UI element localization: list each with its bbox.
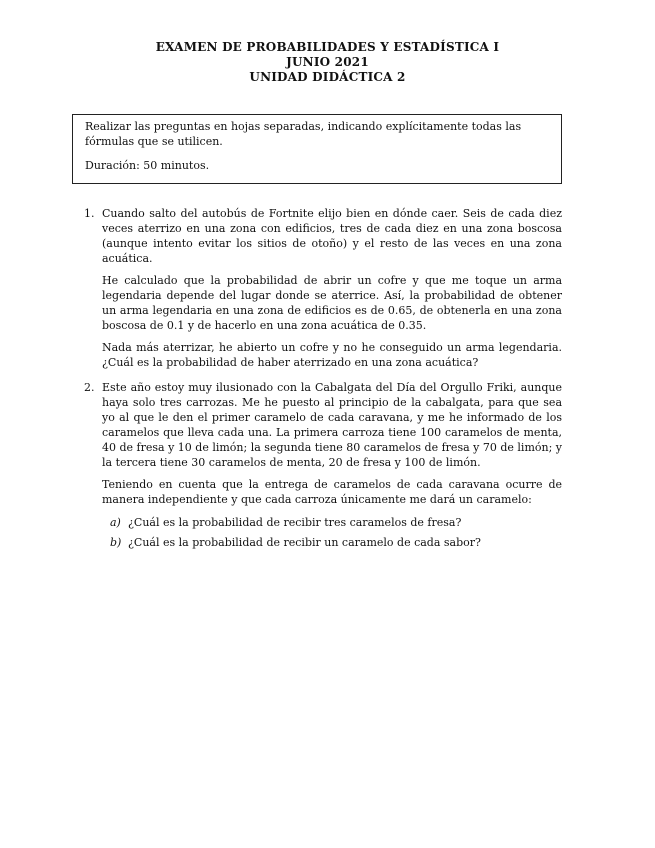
subitem-a — [110, 515, 562, 530]
problem-paragraph: Este año estoy muy ilusionado con la Cabalgata del Día del Orgullo Friki, aunque haya solo tres carrozas. Me he puesto al principio de la cabalgata, para que sea yo al que le den el primer caramelo de cada caravana, y me he informado de los caramelos que lleva cada una. La primera carroza tiene 100 caramelos de menta, 40 de fresa y 10 de limón; la segunda tiene 80 caramelos de fresa y 70 de limón; y la tercera tiene 30 caramelos de menta, 20 de fresa y 100 de limón. — [102, 381, 562, 469]
subitem-text: ¿Cuál es la probabilidad de recibir tres caramelos de fresa? — [128, 516, 462, 529]
subitem-b — [110, 535, 562, 550]
subitem-label: a) — [110, 516, 121, 529]
subitem-list — [102, 515, 562, 550]
exam-unit: UNIDAD DIDÁCTICA 2 — [249, 70, 406, 84]
duration-text: Duración: 50 minutos. — [85, 159, 210, 172]
problem-paragraph: He calculado que la probabilidad de abrir un cofre y que me toque un arma legendaria depende del lugar donde se aterrice. Así, la probabilidad de obtener un arma legendaria en una zona de edificios es de 0.65, de obtenerla en una zona boscosa de 0.1 y de hacerlo en una zona acuática de 0.35. — [102, 274, 562, 332]
problem-paragraph: Teniendo en cuenta que la entrega de caramelos de cada caravana ocurre de manera independiente y que cada carroza únicamente me dará un caramelo: — [102, 478, 562, 506]
exam-date: JUNIO 2021 — [286, 55, 369, 69]
subitem-label: b) — [110, 536, 122, 549]
exam-title: EXAMEN DE PROBABILIDADES Y ESTADÍSTICA I — [155, 40, 500, 54]
problem-paragraph: Cuando salto del autobús de Fortnite elijo bien en dónde caer. Seis de cada diez veces aterrizo en una zona con edificios, tres de cada diez en una zona boscosa (aunque intento evitar los sitios de otoño) y el resto de las veces en una zona acuática. — [102, 207, 562, 265]
problem-paragraph: Nada más aterrizar, he abierto un cofre y no he conseguido un arma legendaria. ¿Cuál es la probabilidad de haber aterrizado en una zona acuática? — [102, 341, 562, 369]
instructions-box — [72, 114, 562, 184]
problem-list — [84, 206, 562, 560]
subitem-text: ¿Cuál es la probabilidad de recibir un caramelo de cada sabor? — [128, 536, 481, 549]
exam-header — [0, 40, 655, 85]
problem-2 — [84, 380, 562, 550]
problem-number: 1. — [84, 207, 95, 220]
problem-number: 2. — [84, 381, 95, 394]
problem-1 — [84, 206, 562, 370]
instructions-text: Realizar las preguntas en hojas separadas, indicando explícitamente todas las fórmulas que se utilicen. — [85, 120, 522, 148]
